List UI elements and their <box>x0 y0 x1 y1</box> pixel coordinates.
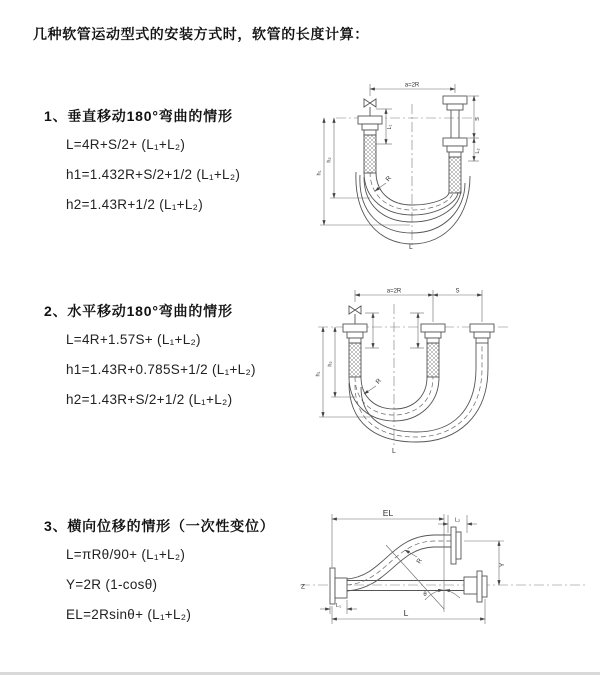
moved-hose-fitting <box>470 324 494 343</box>
radius-callout <box>364 377 383 394</box>
dim-label-a2r: a=2R <box>386 288 402 295</box>
section-2-formula-h2: h2=1.43R+S/2+1/2 (L₁+L₂) <box>66 392 233 407</box>
span-dimension <box>370 83 455 97</box>
dim-label-l1: L₁ <box>387 124 393 130</box>
length-label: L <box>403 608 409 618</box>
section-3-formula-length: L=πRθ/90+ (L₁+L₂) <box>66 547 186 562</box>
hose-s-curve <box>347 535 451 591</box>
dim-label-h2: h₂ <box>327 361 334 367</box>
dim-label-l2: L₂ <box>475 148 481 154</box>
section-3-heading: 3、横向位移的情形（一次性变位） <box>44 518 275 534</box>
section-1-formula-h2: h2=1.43R+1/2 (L₁+L₂) <box>66 197 204 212</box>
el-dimension <box>332 508 444 567</box>
vertical-180-bend-diagram <box>312 76 592 256</box>
horizontal-180-bend-diagram <box>310 282 595 462</box>
left-hose-fitting <box>343 324 367 377</box>
valve-icon <box>349 306 361 324</box>
radius-label: R <box>384 174 394 184</box>
valve-icon <box>364 99 376 116</box>
page-title: 几种软管运动型式的安装方式时，软管的长度计算： <box>33 26 369 42</box>
section-3-formula-y: Y=2R (1-cosθ) <box>66 577 158 592</box>
right-flange-original <box>464 571 487 602</box>
height-dimensions <box>316 327 371 417</box>
section-1-formula-length: L=4R+S/2+ (L₁+L₂) <box>66 137 186 152</box>
angle-construction <box>386 514 460 612</box>
right-hose-fitting <box>443 96 467 193</box>
lateral-displacement-diagram <box>294 505 594 650</box>
section-1-heading: 1、垂直移动180°弯曲的情形 <box>44 108 233 124</box>
section-2-formula-h1: h1=1.43R+0.785S+1/2 (L₁+L₂) <box>66 362 256 377</box>
section-2-heading: 2、水平移动180°弯曲的情形 <box>44 303 233 319</box>
middle-hose-fitting <box>421 324 445 377</box>
dim-label-h2: h₂ <box>326 157 333 163</box>
dim-label-h1: h₁ <box>315 371 322 377</box>
l1-dimension <box>376 109 393 144</box>
l1-dimension <box>320 600 357 614</box>
hose-u-bend-moved <box>349 343 488 442</box>
dim-label-s: S <box>455 288 460 295</box>
length-label: L <box>409 244 413 251</box>
dim-label-l1: L₁ <box>336 603 341 609</box>
right-flange-displaced <box>451 527 461 564</box>
dim-label-a2r: a=2R <box>404 82 420 89</box>
dim-label-l2: L₂ <box>454 517 461 524</box>
l-dimension <box>332 599 485 624</box>
height-dimensions <box>317 118 411 225</box>
radius-label: R <box>415 557 424 566</box>
theta-label: θ <box>423 592 427 598</box>
left-flange <box>330 568 347 604</box>
span-dimension <box>355 289 482 323</box>
left-hose-fitting <box>358 116 382 173</box>
section-3-formula-el: EL=2Rsinθ+ (L₁+L₂) <box>66 607 192 622</box>
straight-hose-position <box>347 581 464 591</box>
section-1-formula-h1: h1=1.432R+S/2+1/2 (L₁+L₂) <box>66 167 241 182</box>
el-label: EL <box>382 508 394 518</box>
dim-label-s: S <box>475 117 481 121</box>
radius-label: R <box>374 377 384 386</box>
dim-label-h1: h₁ <box>316 170 323 176</box>
length-label: L <box>392 448 396 455</box>
y-label: Y <box>499 562 506 568</box>
axis-label: Z <box>301 583 305 591</box>
section-2-formula-length: L=4R+1.57S+ (L₁+L₂) <box>66 332 201 347</box>
stroke-dimension <box>468 96 481 161</box>
fitting-length-dimensions <box>365 313 424 348</box>
